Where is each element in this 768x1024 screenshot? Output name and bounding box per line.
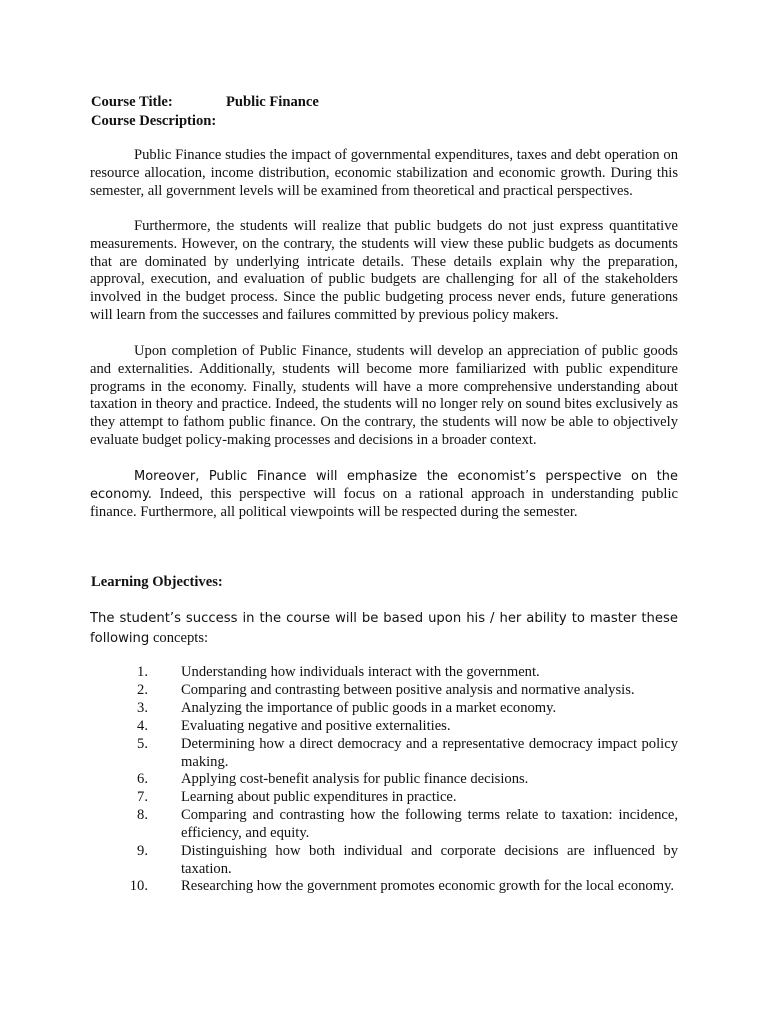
item-text: Applying cost-benefit analysis for public finance decisions. [181, 771, 529, 787]
course-title-label: Course Title: [91, 94, 173, 110]
item-number: 4. [137, 718, 148, 734]
description-paragraph-4 [90, 468, 678, 521]
item-text: Comparing and contrasting how the following terms relate to taxation: incidence, efficiency, and equity. [181, 807, 678, 841]
item-text: Distinguishing how both individual and corporate decisions are influenced by taxation. [181, 843, 678, 877]
course-title-value: Public Finance [226, 94, 319, 110]
item-number: 6. [137, 771, 148, 787]
course-header [91, 93, 691, 131]
item-text: Comparing and contrasting between positive analysis and normative analysis. [181, 682, 635, 698]
description-paragraph-2: Furthermore, the students will realize that public budgets do not just express quantitative measurements. However, on the contrary, the students will view these public budgets as documents that are dominated by underlying intricate details. These details explain why the preparation, approval, execution, and evaluation of public budgets are challenging for all of the stakeholders involved in the budget process. Since the public budgeting process never ends, future generations will learn from the successes and failures committed by previous policy makers. [90, 218, 678, 323]
item-number: 2. [137, 682, 148, 698]
intro-rest: concepts: [149, 629, 209, 646]
item-number: 8. [137, 807, 148, 823]
item-text: Determining how a direct democracy and a representative democracy impact policy making. [181, 736, 678, 770]
item-number: 9. [137, 843, 148, 859]
item-text: Learning about public expenditures in practice. [181, 789, 457, 805]
item-number: 7. [137, 789, 148, 805]
item-text: Evaluating negative and positive externalities. [181, 718, 451, 734]
item-number: 1. [137, 664, 148, 680]
paragraph-4-sans-sentence: Moreover, Public Finance will emphasize the economist’s perspective on the economy. [90, 469, 678, 502]
item-number: 3. [137, 700, 148, 716]
intro-sans-part: The student’s success in the course will be based upon his / her ability to master these following [90, 611, 678, 646]
paragraph-4-rest: Indeed, this perspective will focus on a rational approach in understanding public finance. Furthermore, all political viewpoints will be respected during the semester. [90, 485, 678, 520]
description-paragraph-1: Public Finance studies the impact of governmental expenditures, taxes and debt operation on resource allocation, income distribution, economic stabilization and economic growth. During this semester, all government levels will be examined from theoretical and practical perspectives. [90, 147, 678, 199]
learning-objectives-heading: Learning Objectives: [91, 574, 223, 590]
course-description-label: Course Description: [91, 113, 217, 129]
learning-objectives-intro [90, 609, 678, 648]
item-text: Researching how the government promotes economic growth for the local economy. [181, 878, 675, 894]
course-title-row [91, 93, 691, 112]
item-text: Understanding how individuals interact with the government. [181, 664, 540, 680]
course-description-row [91, 112, 691, 131]
description-paragraph-3: Upon completion of Public Finance, students will develop an appreciation of public goods and externalities. Additionally, students will become more familiarized with public expenditure programs in the economy. Finally, students will have a more comprehensive understanding about taxation in theory and practice. Indeed, the students will no longer rely on sound bites exclusively as they attempt to fathom public finance. On the contrary, the students will now be able to objectively evaluate budget policy-making processes and decisions in a broader context. [90, 343, 678, 448]
item-number: 5. [137, 736, 148, 752]
item-text: Analyzing the importance of public goods in a market economy. [181, 700, 557, 716]
item-number: 10. [129, 878, 148, 894]
